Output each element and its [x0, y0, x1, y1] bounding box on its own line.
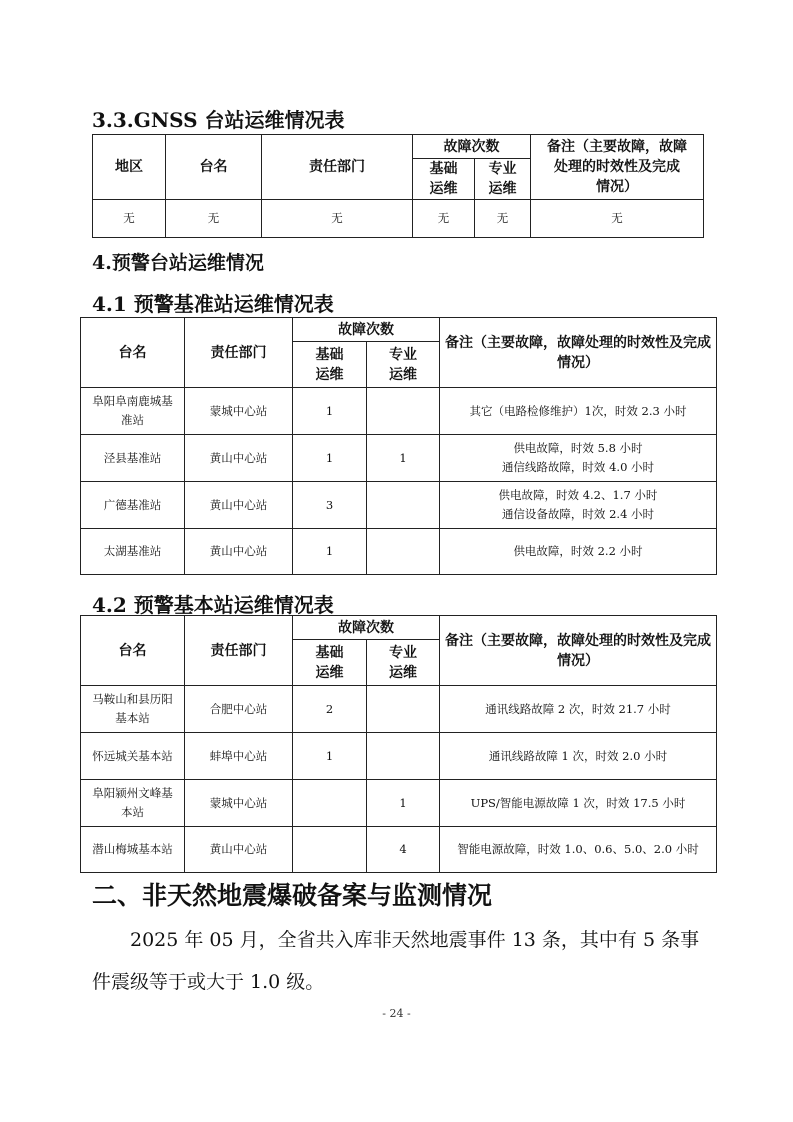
header-basic-line: 运维 — [315, 366, 344, 383]
header-basic-line: 运维 — [315, 664, 344, 681]
header-pro-line: 运维 — [488, 181, 517, 197]
cell-note-line: 供电故障，时效 5.8 小时 — [513, 441, 643, 455]
table-row — [93, 200, 704, 238]
header-note-line: 备注（主要故障，故障处理的时效性及完成 — [445, 334, 711, 351]
header-note-line: 备注（主要故障，故障处理的时效性及完成 — [445, 632, 711, 649]
header-basic-line: 基础 — [315, 346, 344, 363]
header-station: 台名 — [166, 135, 262, 200]
cell-note-line: 通信线路故障，时效 4.0 小时 — [501, 460, 655, 474]
cell-note: 供电故障，时效 2.2 小时 — [440, 529, 717, 575]
cell-station: 泾县基准站 — [81, 435, 185, 482]
cell-pro: 4 — [367, 827, 440, 873]
cell-station: 怀远城关基本站 — [81, 733, 185, 780]
header-note-line: 情况） — [557, 354, 599, 371]
header-pro — [475, 159, 531, 200]
header-fault-count: 故障次数 — [293, 318, 440, 342]
table-row — [81, 529, 717, 575]
header-note — [440, 616, 717, 686]
header-note-line: 备注（主要故障，故障 — [547, 139, 687, 155]
warning-section-title: 4.预警台站运维情况 — [92, 252, 264, 274]
header-dept: 责任部门 — [262, 135, 413, 200]
cell-pro: 无 — [475, 200, 531, 238]
cell-basic: 无 — [413, 200, 475, 238]
header-basic — [413, 159, 475, 200]
basic-station-table — [80, 615, 717, 873]
table-row — [81, 827, 717, 873]
cell-pro — [367, 686, 440, 733]
cell-station-line: 本站 — [121, 805, 144, 819]
header-pro-line: 运维 — [389, 366, 417, 383]
cell-dept: 合肥中心站 — [185, 686, 293, 733]
cell-dept: 蚌埠中心站 — [185, 733, 293, 780]
header-basic-line: 运维 — [429, 181, 458, 197]
cell-station: 潜山梅城基本站 — [81, 827, 185, 873]
cell-note — [440, 388, 717, 435]
header-basic-line: 基础 — [429, 161, 458, 177]
table-row — [81, 686, 717, 733]
header-note-line: 处理的时效性及完成 — [554, 159, 680, 175]
reference-station-table — [80, 317, 717, 575]
header-pro-line: 专业 — [389, 346, 417, 363]
header-basic — [293, 640, 367, 686]
cell-pro — [367, 529, 440, 575]
cell-station: 广德基准站 — [81, 482, 185, 529]
cell-note: 通讯线路故障 1 次，时效 2.0 小时 — [440, 733, 717, 780]
header-pro — [367, 342, 440, 388]
cell-basic: 1 — [293, 733, 367, 780]
cell-station — [81, 780, 185, 827]
cell-dept: 黄山中心站 — [185, 435, 293, 482]
cell-basic: 1 — [293, 529, 367, 575]
cell-note-line: 其它（电路检修维护）1次，时效 2.3 小时 — [469, 403, 687, 418]
cell-dept: 蒙城中心站 — [185, 388, 293, 435]
basic-section-title: 4.2 预警基本站运维情况表 — [92, 593, 334, 617]
header-note — [440, 318, 717, 388]
header-station: 台名 — [81, 318, 185, 388]
table-row — [81, 435, 717, 482]
cell-basic: 1 — [293, 435, 367, 482]
cell-note: 通讯线路故障 2 次，时效 21.7 小时 — [440, 686, 717, 733]
cell-station: 无 — [166, 200, 262, 238]
cell-pro — [367, 482, 440, 529]
cell-basic: 1 — [293, 388, 367, 435]
header-region: 地区 — [93, 135, 166, 200]
cell-note — [440, 482, 717, 529]
cell-station-line: 基本站 — [115, 711, 150, 725]
cell-note-line: 通信设备故障，时效 2.4 小时 — [501, 507, 655, 521]
cell-basic — [293, 780, 367, 827]
cell-pro — [367, 733, 440, 780]
cell-basic — [293, 827, 367, 873]
header-pro-line: 运维 — [389, 664, 417, 681]
reference-section-title: 4.1 预警基准站运维情况表 — [92, 292, 334, 316]
cell-note: UPS/智能电源故障 1 次，时效 17.5 小时 — [440, 780, 717, 827]
header-fault-count: 故障次数 — [293, 616, 440, 640]
cell-station-line: 阜阳颍州文峰基 — [92, 786, 173, 800]
cell-station-line: 阜阳阜南鹿城基 — [92, 394, 173, 408]
cell-pro: 1 — [367, 435, 440, 482]
cell-station — [81, 388, 185, 435]
cell-note-line: 供电故障，时效 4.2、1.7 小时 — [498, 488, 658, 502]
cell-basic: 3 — [293, 482, 367, 529]
gnss-section-title: 3.3.GNSS 台站运维情况表 — [92, 108, 345, 132]
header-dept: 责任部门 — [185, 616, 293, 686]
table-row — [81, 482, 717, 529]
cell-note — [440, 435, 717, 482]
cell-station: 太湖基准站 — [81, 529, 185, 575]
page-number: - 24 - — [382, 1007, 411, 1020]
table-row — [81, 733, 717, 780]
blasting-paragraph: 2025 年 05 月，全省共入库非天然地震事件 13 条，其中有 5 条事件震级等于或大于 1.0 级。 — [92, 929, 700, 993]
cell-dept: 黄山中心站 — [185, 482, 293, 529]
cell-dept: 无 — [262, 200, 413, 238]
cell-basic: 2 — [293, 686, 367, 733]
table-row — [81, 780, 717, 827]
table-row — [81, 388, 717, 435]
cell-dept: 黄山中心站 — [185, 529, 293, 575]
header-note-line: 情况） — [557, 652, 599, 669]
cell-region: 无 — [93, 200, 166, 238]
header-station: 台名 — [81, 616, 185, 686]
cell-station — [81, 686, 185, 733]
header-pro-line: 专业 — [389, 644, 417, 661]
header-fault-count: 故障次数 — [413, 135, 531, 159]
header-note-line: 情况） — [596, 179, 638, 195]
header-basic-line: 基础 — [315, 644, 344, 661]
gnss-table — [92, 134, 704, 238]
blasting-section-title: 二、非天然地震爆破备案与监测情况 — [92, 881, 493, 910]
header-pro — [367, 640, 440, 686]
cell-pro — [367, 388, 440, 435]
cell-station-line: 马鞍山和县历阳 — [92, 692, 173, 706]
cell-note: 无 — [531, 200, 704, 238]
cell-station-line: 准站 — [121, 413, 144, 427]
cell-note: 智能电源故障，时效 1.0、0.6、5.0、2.0 小时 — [440, 827, 717, 873]
cell-dept: 黄山中心站 — [185, 827, 293, 873]
cell-pro: 1 — [367, 780, 440, 827]
header-basic — [293, 342, 367, 388]
cell-dept: 蒙城中心站 — [185, 780, 293, 827]
header-note — [531, 135, 704, 200]
header-dept: 责任部门 — [185, 318, 293, 388]
header-pro-line: 专业 — [488, 161, 517, 177]
